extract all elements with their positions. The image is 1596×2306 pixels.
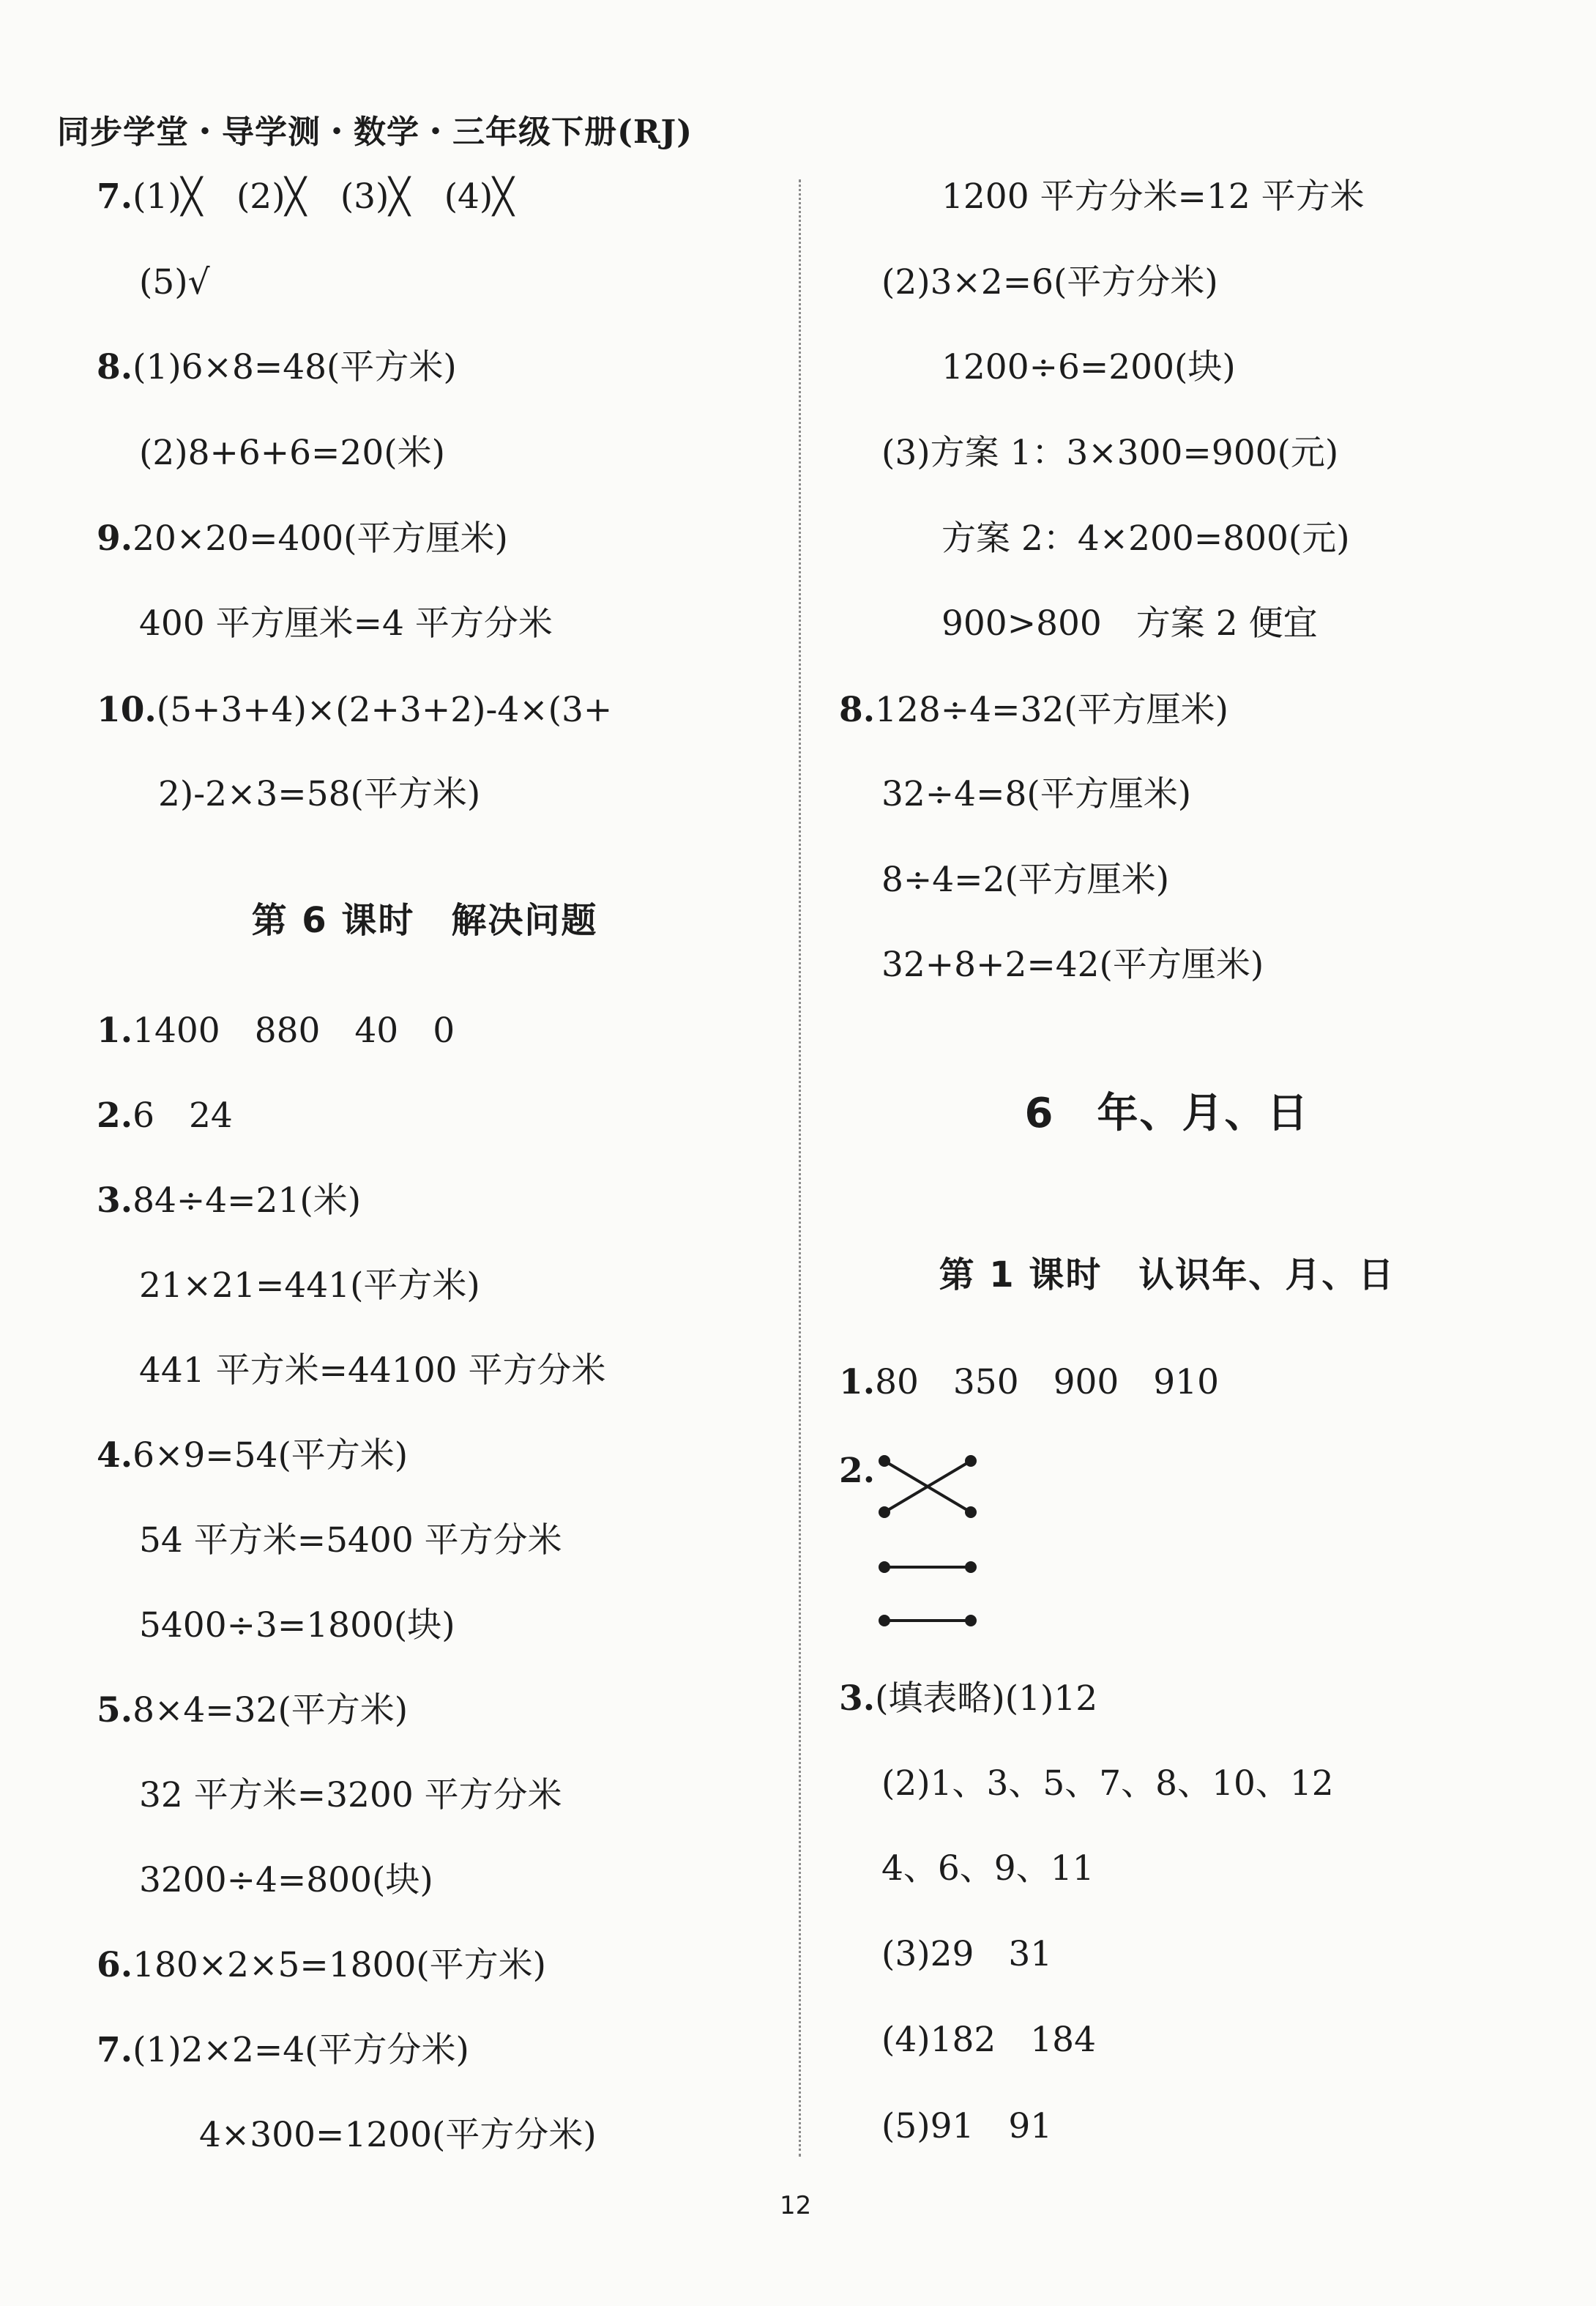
answer-text: 3200÷4=800(块) xyxy=(139,1860,433,1900)
answer-text: (1)6×8=48(平方米) xyxy=(133,347,457,387)
answer-line xyxy=(881,433,1339,473)
answer-line xyxy=(839,690,1228,730)
answer-line xyxy=(941,603,1318,644)
answer-line xyxy=(839,1451,876,1491)
answer-text: 84÷4=21(米) xyxy=(133,1180,362,1221)
answer-text: (4)182 184 xyxy=(881,2020,1096,2060)
answer-line xyxy=(97,1690,409,1730)
answer-line xyxy=(881,2106,1053,2146)
answer-text: 2)-2×3=58(平方米) xyxy=(158,774,481,814)
matching-lines-figure xyxy=(876,1454,985,1637)
answer-text: 1200÷6=200(块) xyxy=(941,347,1236,387)
answer-line xyxy=(941,347,1236,387)
answer-line xyxy=(881,2020,1096,2060)
answer-text: 32+8+2=42(平方厘米) xyxy=(881,945,1264,985)
answer-text: 4、6、9、11 xyxy=(881,1848,1095,1889)
answer-line xyxy=(941,176,1365,217)
question-number: 1. xyxy=(97,1011,133,1051)
answer-line xyxy=(839,1362,1220,1402)
answer-line xyxy=(881,945,1264,985)
answer-text: (1)2×2=4(平方分米) xyxy=(133,2030,469,2070)
question-number: 10. xyxy=(97,690,157,730)
answer-line xyxy=(881,262,1218,302)
answer-text: 21×21=441(平方米) xyxy=(139,1265,480,1306)
question-number: 8. xyxy=(97,347,133,387)
answer-line xyxy=(97,518,508,559)
question-number: 9. xyxy=(97,518,133,559)
answer-line xyxy=(97,1180,362,1221)
answer-line xyxy=(97,2030,469,2070)
section-title: 第 1 课时 认识年、月、日 xyxy=(939,1254,1395,1295)
answer-text: 1400 880 40 0 xyxy=(133,1011,455,1051)
question-number: 2. xyxy=(839,1451,876,1491)
question-number: 2. xyxy=(97,1096,133,1136)
answer-text: 6 24 xyxy=(133,1096,233,1136)
section-title: 第 6 课时 解决问题 xyxy=(251,900,598,941)
answer-text: 5400÷3=1800(块) xyxy=(139,1605,455,1645)
chapter-title: 6 年、月、日 xyxy=(1024,1090,1310,1137)
question-number: 7. xyxy=(97,2030,133,2070)
question-number: 3. xyxy=(839,1678,876,1719)
answer-text: (3)29 31 xyxy=(881,1934,1053,1974)
answer-line xyxy=(97,1011,455,1051)
answer-line xyxy=(97,347,457,387)
answer-line xyxy=(97,1096,233,1136)
answer-text: 80 350 900 910 xyxy=(875,1362,1220,1402)
answer-text: (1)╳ (2)╳ (3)╳ (4)╳ xyxy=(133,176,514,217)
page-number: 12 xyxy=(780,2191,812,2220)
answer-text: (2)3×2=6(平方分米) xyxy=(881,262,1218,302)
question-number: 5. xyxy=(97,1690,133,1730)
answer-text: (5)91 91 xyxy=(881,2106,1053,2146)
column-divider xyxy=(799,179,801,2157)
answer-text: 20×20=400(平方厘米) xyxy=(133,518,508,559)
answer-text: (5)√ xyxy=(139,262,210,302)
answer-text: 6×9=54(平方米) xyxy=(133,1435,409,1476)
question-number: 1. xyxy=(839,1362,876,1402)
answer-line xyxy=(199,2115,597,2155)
answer-line xyxy=(139,1860,433,1900)
answer-text: 8×4=32(平方米) xyxy=(133,1690,409,1730)
answer-line xyxy=(139,603,553,644)
question-number: 6. xyxy=(97,1945,133,1985)
answer-line xyxy=(139,262,210,302)
question-number: 4. xyxy=(97,1435,133,1476)
answer-line xyxy=(97,690,613,730)
answer-text: (5+3+4)×(2+3+2)-4×(3+ xyxy=(156,690,613,730)
answer-line xyxy=(139,1605,455,1645)
answer-text: 900>800 方案 2 便宜 xyxy=(941,603,1318,644)
answer-line xyxy=(97,176,514,217)
answer-line xyxy=(139,1520,562,1561)
answer-line xyxy=(881,1934,1053,1974)
answer-text: (2)8+6+6=20(米) xyxy=(139,433,445,473)
answer-line xyxy=(158,774,481,814)
answer-text: 180×2×5=1800(平方米) xyxy=(133,1945,547,1985)
page-header: 同步学堂・导学测・数学・三年级下册(RJ) xyxy=(57,114,693,151)
answer-line xyxy=(881,1763,1334,1804)
answer-text: 4×300=1200(平方分米) xyxy=(199,2115,597,2155)
answer-line xyxy=(881,774,1192,814)
answer-line xyxy=(139,1265,480,1306)
answer-text: (填表略)(1)12 xyxy=(875,1678,1098,1719)
answer-line xyxy=(839,1678,1098,1719)
answer-text: 32÷4=8(平方厘米) xyxy=(881,774,1192,814)
question-number: 8. xyxy=(839,690,876,730)
answer-text: 1200 平方分米=12 平方米 xyxy=(941,176,1365,217)
answer-text: 441 平方米=44100 平方分米 xyxy=(139,1350,606,1391)
answer-text: 400 平方厘米=4 平方分米 xyxy=(139,603,553,644)
answer-line xyxy=(139,433,445,473)
answer-line xyxy=(881,860,1170,900)
answer-text: 54 平方米=5400 平方分米 xyxy=(139,1520,562,1561)
answer-line xyxy=(97,1435,409,1476)
question-number: 3. xyxy=(97,1180,133,1221)
answer-text: 128÷4=32(平方厘米) xyxy=(875,690,1228,730)
answer-text: 32 平方米=3200 平方分米 xyxy=(139,1775,562,1815)
answer-line xyxy=(139,1350,606,1391)
answer-text: 方案 2：4×200=800(元) xyxy=(941,518,1350,559)
answer-text: (2)1、3、5、7、8、10、12 xyxy=(881,1763,1334,1804)
answer-text: 8÷4=2(平方厘米) xyxy=(881,860,1170,900)
answer-line xyxy=(97,1945,547,1985)
answer-text: (3)方案 1：3×300=900(元) xyxy=(881,433,1339,473)
answer-line xyxy=(941,518,1350,559)
question-number: 7. xyxy=(97,176,133,217)
answer-line xyxy=(881,1848,1095,1889)
answer-line xyxy=(139,1775,562,1815)
